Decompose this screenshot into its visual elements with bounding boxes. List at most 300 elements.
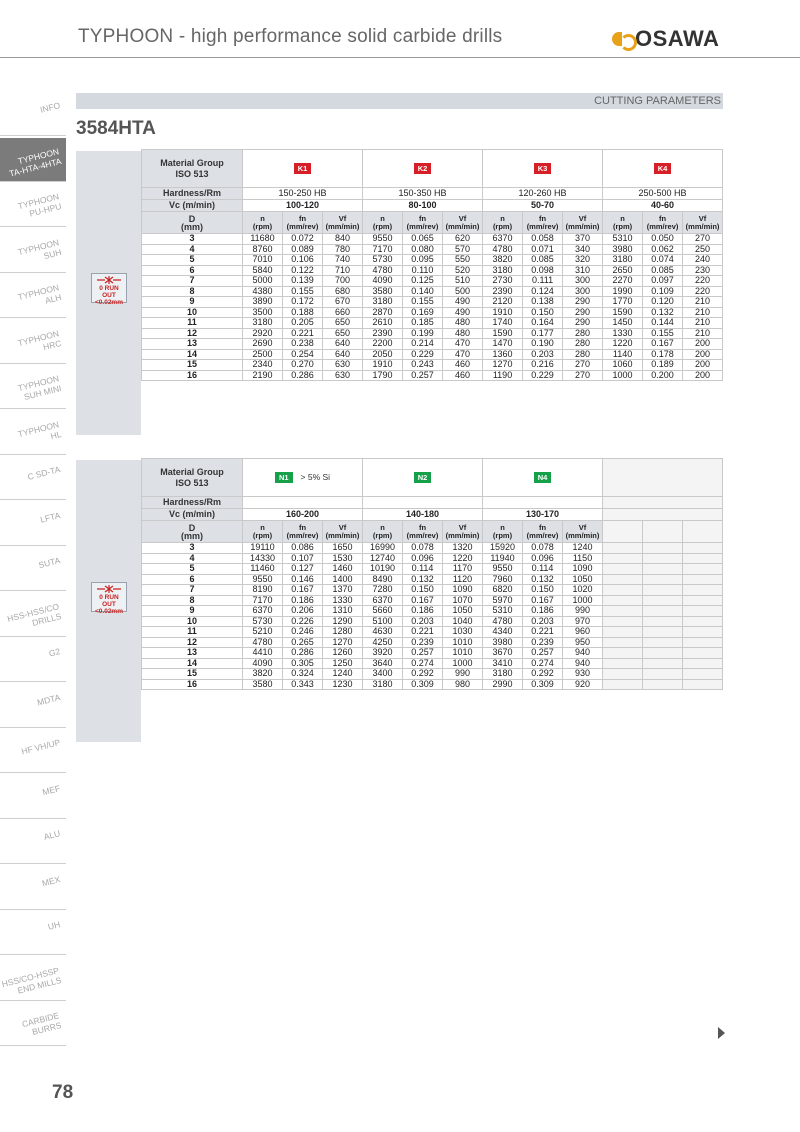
value-cell: 0.238 xyxy=(283,339,323,350)
value-cell: 0.200 xyxy=(643,370,683,381)
value-cell: 780 xyxy=(323,244,363,255)
value-cell: 2270 xyxy=(603,276,643,287)
value-cell: 1290 xyxy=(323,616,363,627)
sidebar-tab-label: SUTA xyxy=(37,555,62,571)
feed-rate-header-text: Vf xyxy=(338,522,347,532)
table-row xyxy=(142,595,723,606)
speed-header-text: n xyxy=(260,213,265,223)
section-band xyxy=(76,93,723,109)
material-group-label xyxy=(142,150,243,188)
sidebar-tab[interactable] xyxy=(0,456,66,500)
material-code-badge: K2 xyxy=(414,163,432,174)
value-cell: 15920 xyxy=(483,543,523,554)
value-cell: 0.065 xyxy=(403,234,443,245)
cutting-speed-label: Vc (m/min) xyxy=(142,200,243,212)
sidebar-tab[interactable] xyxy=(0,1002,66,1046)
value-cell: 0.177 xyxy=(523,328,563,339)
value-cell: 460 xyxy=(443,370,483,381)
value-cell: 1240 xyxy=(563,543,603,554)
value-cell: 0.257 xyxy=(403,648,443,659)
diameter-cell: 15 xyxy=(142,669,243,680)
table-row xyxy=(142,276,723,287)
value-cell: 3180 xyxy=(483,265,523,276)
feed-rate-unit: (mm/min) xyxy=(325,530,360,540)
value-cell xyxy=(683,585,723,596)
diameter-cell: 3 xyxy=(142,543,243,554)
value-cell: 0.140 xyxy=(403,286,443,297)
value-cell: 940 xyxy=(563,648,603,659)
value-cell: 4410 xyxy=(243,648,283,659)
value-cell: 7170 xyxy=(243,595,283,606)
value-cell xyxy=(683,616,723,627)
value-cell xyxy=(643,669,683,680)
iso-text: ISO 513 xyxy=(175,477,209,488)
value-cell: 4780 xyxy=(243,637,283,648)
sidebar-tab[interactable] xyxy=(0,593,66,637)
value-cell: 5310 xyxy=(483,606,523,617)
value-cell: 470 xyxy=(443,349,483,360)
speed-header xyxy=(603,521,643,543)
value-cell: 700 xyxy=(323,276,363,287)
value-cell: 220 xyxy=(683,276,723,287)
value-cell: 1050 xyxy=(563,574,603,585)
page-number: 78 xyxy=(52,1082,74,1103)
value-cell: 3180 xyxy=(243,318,283,329)
diameter-cell: 5 xyxy=(142,255,243,266)
value-cell: 480 xyxy=(443,318,483,329)
material-group-cell xyxy=(363,459,483,497)
feed-rate-header-text: Vf xyxy=(458,522,467,532)
value-cell: 0.286 xyxy=(283,370,323,381)
material-group-cell xyxy=(483,150,603,188)
diameter-cell: 14 xyxy=(142,349,243,360)
sidebar-tab-label: MEF xyxy=(41,782,62,797)
value-cell: 0.132 xyxy=(403,574,443,585)
feed-unit: (mm/rev) xyxy=(526,221,559,231)
value-cell: 1000 xyxy=(563,595,603,606)
sidebar-tab[interactable] xyxy=(0,820,66,864)
value-cell: 1320 xyxy=(443,543,483,554)
feed-header xyxy=(283,212,323,234)
value-cell: 3670 xyxy=(483,648,523,659)
value-cell: 0.203 xyxy=(523,349,563,360)
value-cell xyxy=(643,637,683,648)
value-cell: 1250 xyxy=(323,658,363,669)
value-cell: 7170 xyxy=(363,244,403,255)
value-cell: 4780 xyxy=(483,244,523,255)
feed-header xyxy=(403,212,443,234)
cutting-parameters-table-k xyxy=(141,149,723,381)
value-cell xyxy=(683,648,723,659)
value-cell: 1010 xyxy=(443,637,483,648)
value-cell: 2990 xyxy=(483,679,523,690)
sidebar-tab[interactable] xyxy=(0,411,66,455)
value-cell: 7010 xyxy=(243,255,283,266)
sidebar-tab[interactable] xyxy=(0,92,66,136)
value-cell: 2730 xyxy=(483,276,523,287)
value-cell xyxy=(603,637,643,648)
value-cell: 6370 xyxy=(363,595,403,606)
value-cell: 0.096 xyxy=(403,553,443,564)
value-cell xyxy=(603,648,643,659)
value-cell: 320 xyxy=(563,255,603,266)
value-cell: 8760 xyxy=(243,244,283,255)
table-row xyxy=(142,360,723,371)
hardness-cell xyxy=(603,497,723,509)
value-cell: 0.106 xyxy=(283,255,323,266)
table-row xyxy=(142,669,723,680)
value-cell: 4380 xyxy=(243,286,283,297)
value-cell: 1530 xyxy=(323,553,363,564)
table-side-panel xyxy=(76,151,141,435)
feed-rate-header xyxy=(323,212,363,234)
hardness-cell xyxy=(363,497,483,509)
value-cell: 0.292 xyxy=(523,669,563,680)
sidebar-tab-label: TYPHOON TA-HTA-4HTA xyxy=(8,145,63,179)
value-cell: 550 xyxy=(443,255,483,266)
value-cell: 990 xyxy=(563,606,603,617)
diameter-cell: 4 xyxy=(142,244,243,255)
value-cell xyxy=(683,564,723,575)
sidebar-tab-label: C SD-TA xyxy=(26,464,62,482)
value-cell: 6370 xyxy=(243,606,283,617)
feed-unit: (mm/rev) xyxy=(406,530,439,540)
value-cell: 1040 xyxy=(443,616,483,627)
value-cell xyxy=(683,543,723,554)
value-cell: 2340 xyxy=(243,360,283,371)
feed-header xyxy=(523,521,563,543)
feed-header-text: fn xyxy=(418,213,427,223)
value-cell: 0.199 xyxy=(403,328,443,339)
sidebar-tab-label: TYPHOON SUH MINI xyxy=(16,373,63,402)
sidebar-tab[interactable] xyxy=(0,729,66,773)
value-cell: 210 xyxy=(683,307,723,318)
feed-rate-header xyxy=(323,521,363,543)
value-cell: 3180 xyxy=(483,669,523,680)
cutting-speed-cell: 140-180 xyxy=(363,509,483,521)
header-divider xyxy=(0,57,800,58)
value-cell: 3640 xyxy=(363,658,403,669)
sidebar-tab[interactable] xyxy=(0,638,66,682)
value-cell: 0.095 xyxy=(403,255,443,266)
sidebar-tab[interactable] xyxy=(0,911,66,955)
value-cell: 0.139 xyxy=(283,276,323,287)
table-row xyxy=(142,265,723,276)
value-cell: 630 xyxy=(323,360,363,371)
feed-header-text: fn xyxy=(298,213,307,223)
value-cell: 12740 xyxy=(363,553,403,564)
value-cell: 0.144 xyxy=(643,318,683,329)
value-cell: 2870 xyxy=(363,307,403,318)
value-cell xyxy=(683,627,723,638)
value-cell: 0.098 xyxy=(523,265,563,276)
sidebar-tab[interactable] xyxy=(0,866,66,910)
value-cell: 0.097 xyxy=(643,276,683,287)
value-cell: 290 xyxy=(563,318,603,329)
sidebar-tab[interactable] xyxy=(0,547,66,591)
value-cell xyxy=(603,595,643,606)
value-cell: 7960 xyxy=(483,574,523,585)
value-cell: 0.078 xyxy=(523,543,563,554)
value-cell xyxy=(603,669,643,680)
feed-rate-header xyxy=(443,212,483,234)
cutting-speed-label: Vc (m/min) xyxy=(142,509,243,521)
value-cell: 340 xyxy=(563,244,603,255)
value-cell: 500 xyxy=(443,286,483,297)
value-cell: 3890 xyxy=(243,297,283,308)
value-cell: 1260 xyxy=(323,648,363,659)
value-cell: 1770 xyxy=(603,297,643,308)
diameter-cell: 14 xyxy=(142,658,243,669)
sidebar-tab[interactable] xyxy=(0,320,66,364)
value-cell: 0.206 xyxy=(283,606,323,617)
table-row xyxy=(142,244,723,255)
value-cell: 0.155 xyxy=(403,297,443,308)
material-group-cell xyxy=(243,459,363,497)
sidebar-tab-label: HF VH/UP xyxy=(20,737,62,757)
speed-unit: (rpm) xyxy=(372,530,393,540)
value-cell: 0.111 xyxy=(523,276,563,287)
value-cell: 5840 xyxy=(243,265,283,276)
value-cell: 300 xyxy=(563,276,603,287)
feed-header xyxy=(403,521,443,543)
value-cell: 1990 xyxy=(603,286,643,297)
value-cell: 2390 xyxy=(483,286,523,297)
cutting-speed-cell: 80-100 xyxy=(363,200,483,212)
value-cell: 0.257 xyxy=(403,370,443,381)
sidebar-tab[interactable] xyxy=(0,183,66,227)
value-cell: 0.132 xyxy=(643,307,683,318)
value-cell xyxy=(683,679,723,690)
value-cell: 0.125 xyxy=(403,276,443,287)
table-row xyxy=(142,307,723,318)
material-code-badge: K1 xyxy=(294,163,312,174)
diameter-cell: 9 xyxy=(142,606,243,617)
material-group-text: Material Group xyxy=(160,466,224,477)
material-group-row xyxy=(142,459,723,497)
cutting-speed-row xyxy=(142,509,723,521)
value-cell: 1460 xyxy=(323,564,363,575)
sidebar-tab[interactable] xyxy=(0,502,66,546)
sidebar-tab[interactable] xyxy=(0,229,66,273)
value-cell xyxy=(643,595,683,606)
value-cell: 0.221 xyxy=(403,627,443,638)
chapter-sidebar xyxy=(0,92,68,1052)
value-cell: 6820 xyxy=(483,585,523,596)
value-cell: 1360 xyxy=(483,349,523,360)
value-cell xyxy=(643,564,683,575)
value-cell: 1650 xyxy=(323,543,363,554)
value-cell: 210 xyxy=(683,328,723,339)
value-cell: 490 xyxy=(443,297,483,308)
feed-rate-header-text: Vf xyxy=(578,522,587,532)
feed-rate-unit: (mm/min) xyxy=(565,221,600,231)
value-cell: 660 xyxy=(323,307,363,318)
value-cell: 510 xyxy=(443,276,483,287)
value-cell: 0.122 xyxy=(283,265,323,276)
sidebar-tab[interactable] xyxy=(0,274,66,318)
value-cell: 0.132 xyxy=(523,574,563,585)
sidebar-tab[interactable] xyxy=(0,775,66,819)
table-row xyxy=(142,606,723,617)
value-cell: 0.265 xyxy=(283,637,323,648)
feed-rate-header xyxy=(443,521,483,543)
diameter-cell: 13 xyxy=(142,339,243,350)
column-header-row xyxy=(142,212,723,234)
hardness-row xyxy=(142,188,723,200)
table-side-panel xyxy=(76,460,141,742)
value-cell: 0.150 xyxy=(403,585,443,596)
value-cell: 1170 xyxy=(443,564,483,575)
cutting-speed-cell: 50-70 xyxy=(483,200,603,212)
feed-rate-header xyxy=(683,521,723,543)
value-cell: 1910 xyxy=(483,307,523,318)
value-cell: 370 xyxy=(563,234,603,245)
value-cell xyxy=(603,658,643,669)
value-cell: 310 xyxy=(563,265,603,276)
diameter-cell: 8 xyxy=(142,595,243,606)
value-cell: 5210 xyxy=(243,627,283,638)
value-cell: 0.292 xyxy=(403,669,443,680)
value-cell: 11940 xyxy=(483,553,523,564)
value-cell: 0.221 xyxy=(523,627,563,638)
value-cell: 210 xyxy=(683,297,723,308)
value-cell: 1740 xyxy=(483,318,523,329)
value-cell: 1000 xyxy=(603,370,643,381)
value-cell: 0.324 xyxy=(283,669,323,680)
value-cell: 680 xyxy=(323,286,363,297)
value-cell: 250 xyxy=(683,244,723,255)
diameter-cell: 10 xyxy=(142,616,243,627)
value-cell: 0.167 xyxy=(403,595,443,606)
value-cell: 1140 xyxy=(603,349,643,360)
feed-unit: (mm/rev) xyxy=(286,221,319,231)
material-code-badge: N4 xyxy=(534,472,552,483)
diameter-cell: 13 xyxy=(142,648,243,659)
value-cell: 300 xyxy=(563,286,603,297)
value-cell: 1010 xyxy=(443,648,483,659)
value-cell: 9550 xyxy=(363,234,403,245)
material-code-badge: N2 xyxy=(414,472,432,483)
iso-text: ISO 513 xyxy=(175,168,209,179)
value-cell: 8490 xyxy=(363,574,403,585)
value-cell: 4780 xyxy=(483,616,523,627)
value-cell: 5310 xyxy=(603,234,643,245)
value-cell: 0.155 xyxy=(643,328,683,339)
value-cell: 210 xyxy=(683,318,723,329)
sidebar-tab[interactable] xyxy=(0,957,66,1001)
value-cell: 14330 xyxy=(243,553,283,564)
value-cell: 16990 xyxy=(363,543,403,554)
speed-unit: (rpm) xyxy=(492,221,513,231)
sidebar-tab[interactable] xyxy=(0,684,66,728)
sidebar-tab-label: TYPHOON SUH xyxy=(16,236,63,261)
value-cell: 0.150 xyxy=(523,585,563,596)
value-cell: 3180 xyxy=(363,297,403,308)
value-cell: 280 xyxy=(563,339,603,350)
value-cell: 0.203 xyxy=(523,616,563,627)
value-cell xyxy=(603,627,643,638)
value-cell: 0.138 xyxy=(523,297,563,308)
sidebar-tab-label: UH xyxy=(46,919,62,932)
value-cell: 1470 xyxy=(483,339,523,350)
value-cell xyxy=(683,574,723,585)
value-cell: 0.239 xyxy=(523,637,563,648)
value-cell: 0.309 xyxy=(523,679,563,690)
value-cell: 3980 xyxy=(483,637,523,648)
speed-header xyxy=(483,521,523,543)
brand-name: OSAWA xyxy=(635,26,720,51)
speed-unit: (rpm) xyxy=(492,530,513,540)
material-group-row xyxy=(142,150,723,188)
value-cell: 220 xyxy=(683,286,723,297)
value-cell: 990 xyxy=(443,669,483,680)
speed-header xyxy=(363,212,403,234)
table-row xyxy=(142,658,723,669)
value-cell: 4090 xyxy=(243,658,283,669)
value-cell: 7280 xyxy=(363,585,403,596)
value-cell: 2920 xyxy=(243,328,283,339)
cutting-speed-cell: 100-120 xyxy=(243,200,363,212)
feed-rate-header-text: Vf xyxy=(698,213,707,223)
sidebar-tab[interactable] xyxy=(0,365,66,409)
sidebar-tab[interactable] xyxy=(0,138,66,182)
sidebar-tab-label: CARBIDE BURRS xyxy=(20,1010,63,1037)
value-cell: 630 xyxy=(323,370,363,381)
value-cell: 0.189 xyxy=(643,360,683,371)
value-cell: 1280 xyxy=(323,627,363,638)
runout-badge xyxy=(91,582,127,615)
feed-header-text: fn xyxy=(418,522,427,532)
value-cell: 1230 xyxy=(323,679,363,690)
value-cell: 1910 xyxy=(363,360,403,371)
feed-rate-header xyxy=(563,521,603,543)
value-cell: 1090 xyxy=(563,564,603,575)
value-cell: 620 xyxy=(443,234,483,245)
table-row xyxy=(142,370,723,381)
value-cell: 5970 xyxy=(483,595,523,606)
table-row xyxy=(142,616,723,627)
column-header-row xyxy=(142,521,723,543)
table-row xyxy=(142,543,723,554)
material-group-cell xyxy=(243,150,363,188)
value-cell xyxy=(603,574,643,585)
value-cell: 980 xyxy=(443,679,483,690)
cutting-parameters-table-n xyxy=(141,458,723,690)
value-cell: 3400 xyxy=(363,669,403,680)
value-cell: 0.221 xyxy=(283,328,323,339)
value-cell xyxy=(603,606,643,617)
next-page-arrow-icon[interactable] xyxy=(718,1027,725,1039)
table-row xyxy=(142,627,723,638)
value-cell: 5000 xyxy=(243,276,283,287)
hardness-cell: 250-500 HB xyxy=(603,188,723,200)
sidebar-tab-label: HSS-HSS/CO DRILLS xyxy=(6,600,63,628)
value-cell: 570 xyxy=(443,244,483,255)
table-row xyxy=(142,318,723,329)
value-cell: 0.074 xyxy=(643,255,683,266)
value-cell: 3920 xyxy=(363,648,403,659)
value-cell: 3820 xyxy=(483,255,523,266)
diameter-cell: 11 xyxy=(142,318,243,329)
value-cell: 0.110 xyxy=(403,265,443,276)
value-cell: 0.085 xyxy=(643,265,683,276)
section-label: CUTTING PARAMETERS xyxy=(594,95,721,107)
value-cell: 740 xyxy=(323,255,363,266)
speed-header-text: n xyxy=(380,522,385,532)
value-cell: 3980 xyxy=(603,244,643,255)
diameter-cell: 15 xyxy=(142,360,243,371)
